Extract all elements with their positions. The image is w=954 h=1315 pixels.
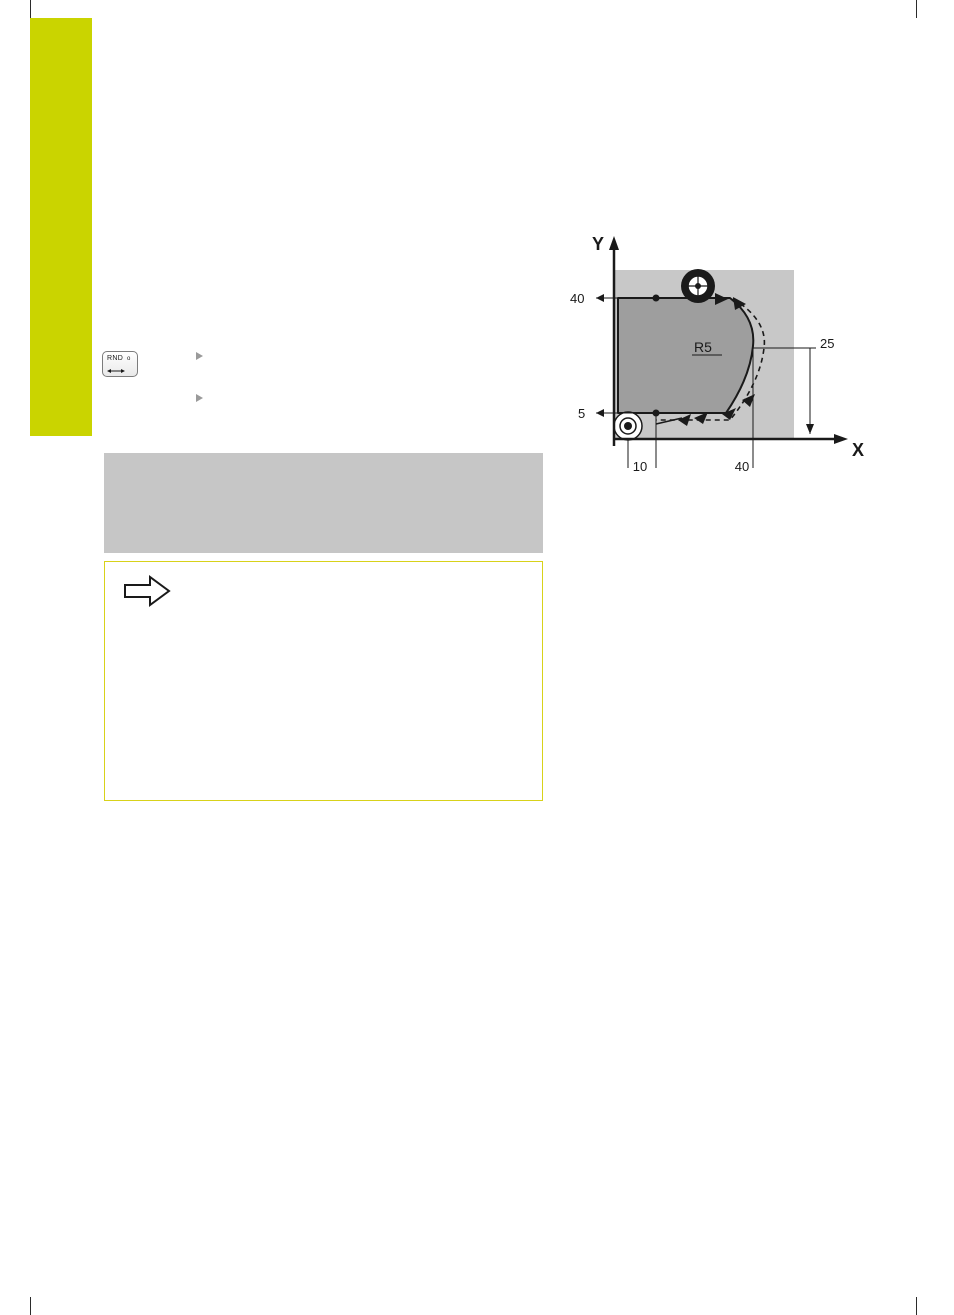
table-row [104, 513, 543, 533]
crop-mark-bottom-right [916, 1297, 917, 1315]
table-row [104, 493, 543, 513]
datum-origin-symbol [614, 412, 642, 440]
x-tick-label-40: 40 [734, 459, 750, 474]
arrow-right-note-icon [123, 574, 171, 608]
table-row [104, 533, 543, 553]
step-bullet-1 [196, 352, 203, 360]
crop-mark-top-left [30, 0, 31, 18]
radius-label: R5 [694, 339, 712, 355]
rounding-arrow-icon [107, 367, 125, 374]
nc-program-table [104, 453, 543, 553]
crop-mark-bottom-left [30, 1297, 31, 1315]
x-tick-label-10: 10 [632, 459, 648, 474]
table-row [104, 453, 543, 473]
note-box [104, 561, 543, 801]
contour-rounding-diagram [570, 228, 888, 478]
note-body [189, 574, 528, 584]
y-tick-label-5: 5 [578, 406, 586, 421]
rnd-key-sub-label: o [127, 356, 131, 362]
step-bullet-2 [196, 394, 203, 402]
milling-cutter-icon [681, 269, 715, 303]
right-dimension-label: 25 [820, 336, 835, 351]
rnd-key-badge[interactable] [102, 351, 138, 377]
crop-mark-top-right [916, 0, 917, 18]
chapter-tab [30, 18, 92, 436]
workpiece-contour [618, 298, 753, 413]
table-row [104, 473, 543, 493]
y-tick-label-40: 40 [570, 291, 585, 306]
y-axis-label: Y [592, 234, 605, 254]
x-axis-label: X [852, 440, 865, 460]
rnd-key-label: RND [107, 355, 124, 362]
